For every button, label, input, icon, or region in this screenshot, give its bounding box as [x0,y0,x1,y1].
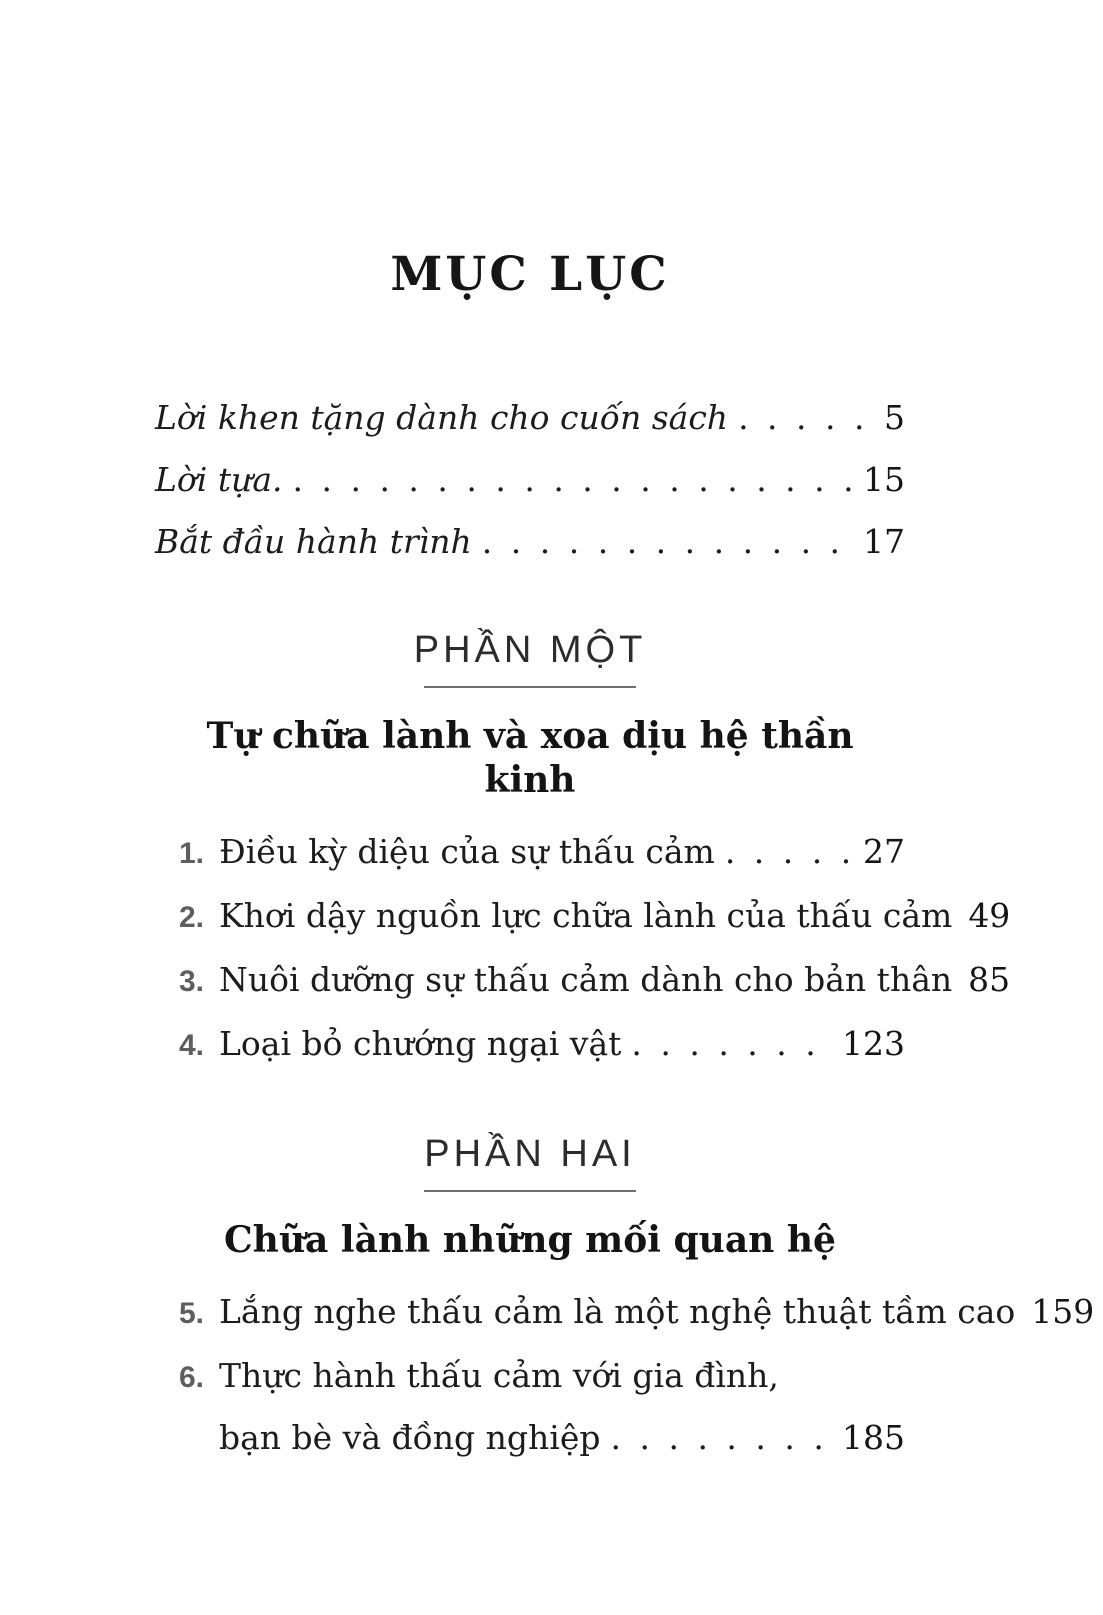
chapter-row [155,1024,905,1066]
chapter-list [155,1292,1095,1458]
dot-leader [631,1024,836,1064]
dot-leader [482,522,857,562]
page-title: MỤC LỤC [390,247,670,302]
front-matter-entry [155,460,905,500]
entry-label: Lời tựa. [155,460,283,500]
chapter-number: 1. [179,837,205,871]
section-heading: PHẦN HAI [424,1133,636,1176]
chapter-row [155,896,1011,938]
chapter-number: 2. [179,901,205,935]
entry-label: Bắt đầu hành trình [155,522,472,562]
front-matter-entry [155,398,905,438]
front-matter-entry [155,522,905,562]
chapter-title-line2: bạn bè và đồng nghiệp [219,1418,601,1458]
chapter-title: Loại bỏ chướng ngại vật [219,1024,622,1064]
front-matter-list [155,398,905,562]
chapter-title: Khơi dậy nguồn lực chữa lành của thấu cảm [219,896,953,936]
chapter-row [155,832,905,874]
page-number: 27 [863,832,905,872]
chapter-title: Điều kỳ diệu của sự thấu cảm [219,832,715,872]
section-subtitle: Tự chữa lành và xoa dịu hệ thần kinh [206,715,854,802]
page-number: 5 [884,398,905,438]
page-number: 49 [968,896,1011,936]
chapter-number: 6. [179,1361,205,1395]
section-heading: PHẦN MỘT [413,629,647,672]
chapter-title: Nuôi dưỡng sự thấu cảm dành cho bản thân [219,960,953,1000]
page-number: 185 [842,1418,905,1458]
chapter-list [155,832,1011,1066]
section-rule [424,1190,636,1192]
page-number: 85 [968,960,1011,1000]
chapter-number: 3. [179,965,205,999]
section-subtitle: Chữa lành những mối quan hệ [224,1219,836,1262]
section-rule [424,686,636,688]
chapter-number: 4. [179,1029,205,1063]
dot-leader [611,1418,836,1458]
page-number: 159 [1031,1292,1095,1332]
entry-label: Lời khen tặng dành cho cuốn sách [155,398,729,438]
chapter-title: Lắng nghe thấu cảm là một nghệ thuật tầm cao [219,1292,1016,1332]
chapter-title: Thực hành thấu cảm với gia đình, [219,1356,779,1396]
dot-leader [738,398,878,438]
section-part-two [155,1130,1095,1458]
page-number: 15 [863,460,905,500]
page-number: 123 [842,1024,905,1064]
dot-leader [725,832,857,872]
section-part-one [155,626,1011,1066]
chapter-row [155,1292,1095,1334]
chapter-row [155,1356,905,1398]
dot-leader [293,460,857,500]
chapter-row-continuation [155,1418,905,1458]
page-number: 17 [863,522,905,562]
chapter-number: 5. [179,1297,205,1331]
chapter-row [155,960,1011,1002]
